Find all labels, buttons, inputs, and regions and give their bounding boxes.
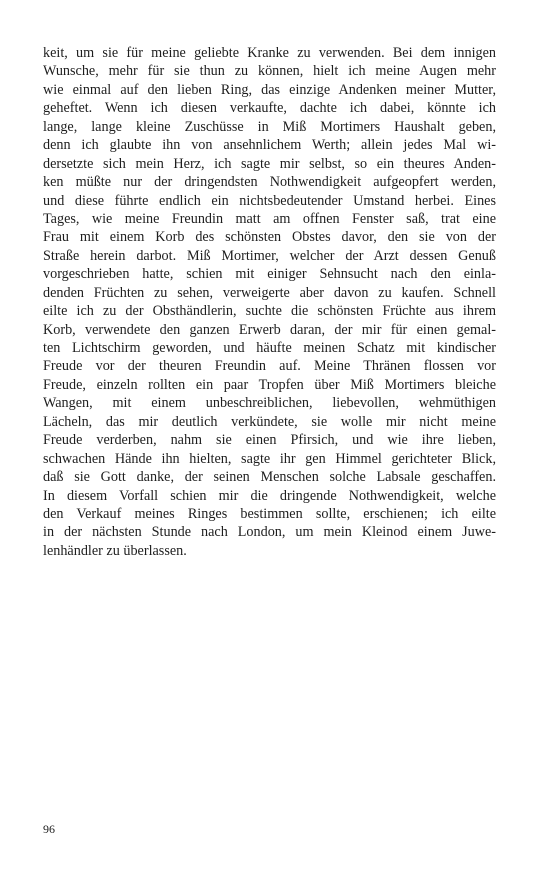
page-number: 96	[43, 822, 55, 836]
text-line-12: Straße herein darbot. Miß Mortimer, welcher der Arzt dessen Genuß	[43, 247, 496, 264]
text-line-21: Lächeln, das mir deutlich verkündete, sie wolle mir nicht meine	[43, 413, 496, 430]
text-line-16: Korb, verwendete den ganzen Erwerb daran, der mir für einen gemal-	[43, 321, 496, 338]
text-line-22: Freude verderben, nahm sie einen Pfirsich, und wie ihre lieben,	[43, 432, 496, 449]
text-line-5: lange, lange kleine Zuschüsse in Miß Mortimers Haushalt geben,	[43, 118, 496, 135]
text-line-26: den Verkauf meines Ringes bestimmen sollte, erschienen; ich eilte	[43, 505, 496, 522]
text-line-23: schwachen Hände ihn hielten, sagte ihr gen Himmel gerichteter Blick,	[43, 450, 496, 467]
text-line-1: keit, um sie für meine geliebte Kranke zu verwenden. Bei dem innigen	[43, 45, 496, 61]
text-line-7: dersetzte sich mein Herz, ich sagte mir selbst, so ein theures Anden-	[43, 155, 496, 172]
text-line-9: und diese führte endlich ein nichtsbedeutender Umstand herbei. Eines	[43, 192, 496, 209]
text-line-27: in der nächsten Stunde nach London, um mein Kleinod einem Juwe-	[43, 524, 496, 541]
text-line-3: wie einmal auf den lieben Ring, das einzige Andenken meiner Mutter,	[43, 81, 496, 98]
text-line-13: vorgeschrieben hatte, schien mit einiger Sehnsucht nach den einla-	[43, 266, 496, 283]
text-line-11: Frau mit einem Korb des schönsten Obstes davor, den sie von der	[43, 229, 496, 246]
text-line-17: ten Lichtschirm geworden, und häufte meinen Schatz mit kindischer	[43, 340, 496, 356]
text-line-24: daß sie Gott danke, der seinen Menschen solche Labsale geschaffen.	[43, 469, 496, 486]
text-line-25: In diesem Vorfall schien mir die dringende Nothwendigkeit, welche	[43, 487, 496, 504]
text-line-28: lenhändler zu überlassen.	[43, 542, 187, 559]
text-line-2: Wunsche, mehr für sie thun zu können, hielt ich meine Augen mehr	[43, 63, 496, 80]
text-line-4: geheftet. Wenn ich diesen verkaufte, dachte ich dabei, könnte ich	[43, 100, 496, 117]
text-line-19: Freude, einzeln rollten ein paar Tropfen über Miß Mortimers bleiche	[43, 376, 496, 393]
body-text	[43, 44, 496, 560]
text-line-18: Freude vor der theuren Freundin auf. Meine Thränen flossen vor	[43, 358, 496, 375]
text-line-20: Wangen, mit einem unbeschreiblichen, liebevollen, wehmüthigen	[43, 395, 496, 412]
text-line-6: denn ich glaubte ihn von ansehnlichem Werth; allein jedes Mal wi-	[43, 137, 496, 154]
text-line-10: Tages, wie meine Freundin matt am offnen Fenster saß, trat eine	[43, 210, 496, 227]
text-line-15: eilte ich zu der Obsthändlerin, suchte die schönsten Früchte aus ihrem	[43, 303, 496, 320]
text-line-14: denden Früchten zu sehen, verweigerte aber davon zu kaufen. Schnell	[43, 284, 496, 301]
text-line-8: ken müßte nur der dringendsten Nothwendigkeit aufgeopfert werden,	[43, 174, 496, 191]
